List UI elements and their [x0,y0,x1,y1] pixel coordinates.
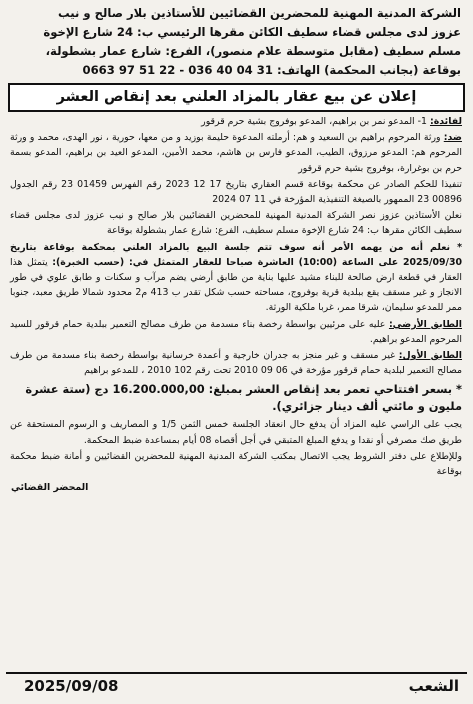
notice-header [6,4,467,80]
first-floor-text: غير مسقف و غير منجز به جدران خارجية و أعمدة خرسانية بواسطة رخصة بناء مسدمة من طرف مصالح التعمير لبلدية حمام قرقور مؤرخة في 06 09 2010 تحت رقم 102 2010 ، للمدعو براهيم [10,350,462,377]
against-label: ضد: [443,132,462,144]
beneficiary-paragraph [10,114,462,129]
against-paragraph [10,130,462,176]
against-text: ورثة المرحوم براهيم بن السعيد و هم: أرملته المدعوة حليمة بوزيد و من معها، حورية ، نور الهدى، محمد و ورثة المرحوم هم: المدعو مرزوق، الطيب، المدعو فارس بن هاشم، محمد الأمين، المدعو العيد بن براهيم، المدعو بسمة حرم بن بوغرارة، بوفروج بشية حرم قرقور [10,132,462,174]
header-line-3: مسلم سطيف (مقابل متوسطة علام منصور)، الفرع: شارع عمار بشطولة، [45,44,461,58]
newspaper-footer [6,672,467,698]
ground-floor-label: الطابق الأرضي: [388,318,462,330]
header-line-1: الشركة المدنية المهنية للمحضرين القضائيين للأستاذين بلار صالح و نيب [58,6,461,20]
header-line-2: عزوز لدى مجلس قضاء سطيف الكائن مقرها الرئيسي ب: 24 شارع الإخوة [43,25,461,39]
publication-date: 2025/09/08 [24,677,119,695]
first-floor-label: الطابق الأول: [398,350,463,362]
session-paragraph [10,240,462,316]
notice-body-end [6,417,467,479]
first-floor-paragraph [10,348,462,378]
session-intro: * نعلم أنه من يهمه الأمر أنه سوف تتم جلسة البيع بالمزاد العلني بمحكمة بوقاعة [43,241,462,253]
auction-notice [6,4,467,698]
beneficiary-text: 1- المدعو نمر بن براهيم، المدعو بوفروج بشية حرم قرقور [201,116,427,127]
ground-floor-text: عليه على مرئيين بواسطة رخصة بناء مسدمة من طرف مصالح التعمير ببلدية حمام قرقور للسيد المرحوم المدعو براهيم. [10,318,462,345]
conditions-paragraph: وللإطلاع على دفتر الشروط يجب الاتصال بمكتب الشركة المدنية المهنية للمحضرين القضائيين و أمانة ضبط محكمة بوقاعة [10,450,462,478]
session-date: بتاريخ 2025/09/30 على الساعة (10:00) العاشرة صباحا للعقار المتمثل في: (حسب الخبرة): [10,241,462,268]
notice-body [6,114,467,378]
judgment-paragraph: تنفيذا للحكم الصادر عن محكمة بوقاعة قسم العقاري بتاريخ 17 12 2023 رقم الفهرس 01459 23 رقم الجدول 00896 23 الممهور بالصيغة التنفيذية المؤرخة في 11 07 2024 [10,178,463,206]
beneficiary-label: لفائدة: [429,116,462,127]
property-description: يتمثل هذا العقار في قطعة ارض صالحة للبناء مشيد عليها بناية من طابق أرضي يضم مرآب و سكنات و طابق علوي في طور الانجاز و غير مسقف يقع ببلدية قرية بوفروج، مساحته حسب شكل تقدر ب 413 م2 محدود شمالا طريق معبد، جنوبا ممر للمدعو سليمان، شرقا ممر، غربا ملكية الورثة. [10,256,462,314]
payment-paragraph: يجب على الراسي عليه المزاد أن يدفع حال انعقاد الجلسة خمس الثمن 1/5 و المصاريف و الرسوم المستحقة عن طريق صك مصرفي أو نقدا و يدفع المبلغ المتبقي في أجل أقصاه 08 أيام بمساعدة ضبط المحكمة. [10,419,462,446]
bailiff-signature: المحضر القضائي [11,482,89,494]
bailiff-paragraph: نعلن الأستاذين عزوز نصر الشركة المدنية المهنية للمحضرين القضائيين بلار صالح و نيب عزوز لدى مجلس قضاء سطيف الكائن مقرها ب: 24 شارع الإخوة مسلم سطيف، الفرع: شارع عمار بشطولة بوقاعة [10,210,462,237]
phone-numbers: 0663 97 51 22 - 036 40 04 31 [82,63,273,77]
ground-floor-paragraph [10,317,462,347]
header-address-end: بوقاعة (بجانب المحكمة) الهاتف: [276,63,461,77]
signature-row [6,480,467,495]
notice-title: إعلان عن بيع عقار بالمزاد العلني بعد إنقاص العشر [8,83,465,112]
opening-price: * بسعر افتتاحي تعمر بعد إنقاص العشر بمبلغ: 16.200.000,00 دج (ستة عشرة مليون و مائتي ألف دينار جزائري). [25,382,462,414]
newspaper-name: الشعب [408,677,459,695]
header-line-4 [10,61,461,80]
